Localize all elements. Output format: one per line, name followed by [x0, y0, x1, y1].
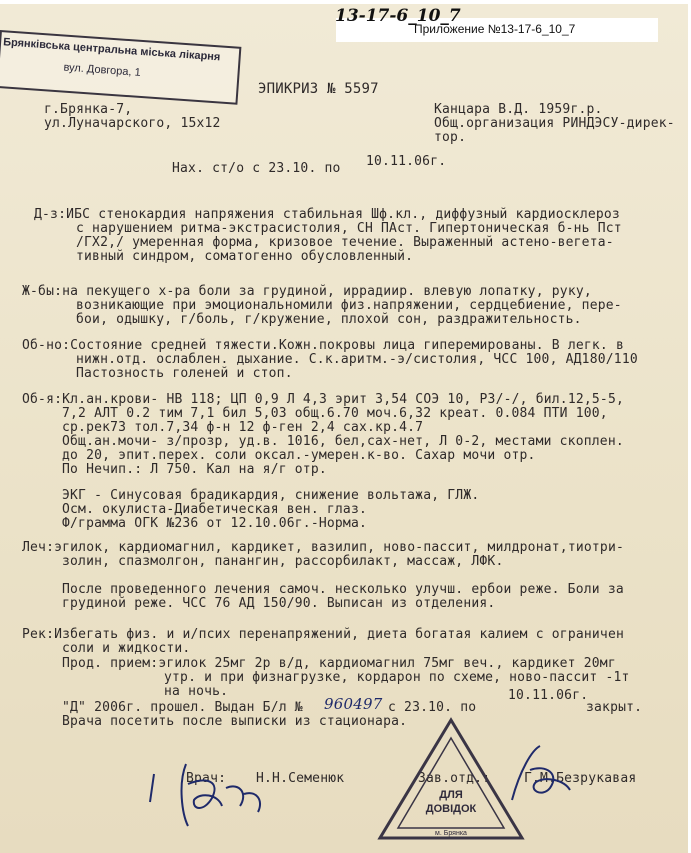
address-line-1: г.Брянка-7,: [44, 102, 133, 117]
text-line: грудиной реже. ЧСС 76 АД 150/90. Выписан из отделения.: [62, 596, 496, 611]
text-line: бои, одышку, г/боль, г/кружение, плохой сон, раздражительность.: [76, 312, 582, 327]
patient-position: тор.: [434, 130, 467, 145]
text-line: до 20, эпит.перех. соли оксал.-умерен.к-во. Сахар мочи отр.: [62, 448, 536, 463]
stay-period: Нах. ст/о с 23.10. по: [172, 161, 341, 176]
sicklist-end-date: 10.11.06г.: [508, 688, 589, 703]
text-line: возникающие при эмоциональномили физ.напряжении, сердцебиение, пере-: [76, 298, 622, 313]
text-line: Рек:Избегать физ. и и/псих перенапряжений, диета богатая калием с ограничен: [22, 627, 624, 642]
text-line: Леч:эгилок, кардиомагнил, кардикет, вазилип, ново-пассит, милдронат,тиотри-: [22, 540, 624, 555]
text-line: Ж-бы:на пекущего х-ра боли за грудиной, иррадиир. влевую лопатку, руку,: [22, 284, 592, 299]
text-line: Пастозность голеней и стоп.: [76, 366, 293, 381]
text-line: ЭКГ - Синусовая брадикардия, снижение вольтажа, ГЛЖ.: [62, 488, 480, 503]
doctor-name: Н.Н.Семенюк: [256, 771, 345, 786]
text-line: соли и жидкости.: [62, 641, 191, 656]
text-line: нижн.отд. ослаблен. дыхание. С.к.аритм.-э/систолия, ЧСС 100, АД180/110: [76, 352, 638, 367]
text-line: Прод. прием:эгилок 25мг 2р в/д, кардиомагнил 75мг веч., кардикет 20мг: [62, 656, 616, 671]
text-line: на ночь.: [164, 684, 229, 699]
document-title: ЭПИКРИЗ № 5597: [258, 81, 379, 97]
text-line: Общ.ан.мочи- з/прозр, уд.в. 1016, бел,сах-нет, Л 0-2, местами скоплен.: [62, 434, 624, 449]
appendix-label: Приложение №13-17-6_10_7: [414, 22, 576, 36]
triangle-stamp-line2: ДОВІДОК: [425, 803, 477, 815]
patient-organization: Общ.организация РИНДЭСУ-дирек-: [434, 116, 675, 131]
text-line: Осм. окулиста-Диабетическая вен. глаз.: [62, 502, 368, 517]
sicklist-number: 960497: [324, 695, 383, 713]
text-line: По Нечип.: Л 750. Кал на я/г отр.: [62, 462, 327, 477]
stamp-address: вул. Довгора, 1: [63, 61, 142, 79]
text-line: 7,2 АЛТ 0.2 тим 7,1 бил 5,03 общ.6.70 моч.6,32 креат. 0.084 ПТИ 100,: [62, 406, 608, 421]
sicklist-from: с 23.10. по: [388, 700, 477, 715]
patient-name: Канцара В.Д. 1959г.р.: [434, 102, 603, 117]
text-line: Ф/грамма ОГК №236 от 12.10.06г.-Норма.: [62, 516, 368, 531]
triangle-stamp-line3: м. Брянка: [435, 830, 467, 837]
text-line: Об-я:Кл.ан.крови- НВ 118; ЦП 0,9 Л 4,3 эрит 3,54 СОЭ 10, Р3/-/, бил.12,5-5,: [22, 392, 624, 407]
text-line: утр. и при физнагрузке, кордарон по схеме, ново-пассит -1т: [164, 670, 630, 685]
triangle-stamp: [376, 716, 526, 844]
text-line: золин, спазмолгон, панангин, рассорбилакт, массаж, ЛФК.: [62, 554, 504, 569]
document-code: 13-17-6_10_7: [335, 6, 461, 26]
doctor-label: Врач:: [186, 771, 227, 786]
hospital-stamp: [0, 30, 241, 105]
text-line: тивный синдром, соматогенно обусловленный.: [76, 249, 414, 264]
triangle-stamp-line1: ДЛЯ: [439, 789, 463, 801]
text-line: Об-но:Состояние средней тяжести.Кожн.покровы лица гиперемированы. В легк. в: [22, 338, 624, 353]
text-line: /ГХ2,/ умеренная форма, кризовое течение. Выраженный астено-вегета-: [76, 235, 614, 250]
doctor-signature-icon: [148, 754, 268, 834]
head-label: Зав.отд.:: [418, 771, 491, 786]
visit-note: Врача посетить после выписки из стационара.: [62, 714, 408, 729]
sicklist-closed: закрыт.: [586, 700, 643, 715]
address-line-2: ул.Луначарского, 15х12: [44, 116, 221, 131]
text-line: После проведенного лечения самоч. несколько улучш. ербои реже. Боли за: [62, 582, 624, 597]
text-line: с нарушением ритма-экстрасистолия, СН ПАст. Гипертоническая б-нь Пст: [76, 221, 622, 236]
head-name: Г.М.Безрукавая: [524, 771, 637, 786]
text-line: Д-з:ИБС стенокардия напряжения стабильная Шф.кл., диффузный кардиосклероз: [34, 207, 620, 222]
sicklist-prefix: "Д" 2006г. прошел. Выдан Б/л №: [62, 700, 303, 715]
top-edge: [0, 0, 691, 4]
stay-end-date: 10.11.06г.: [366, 154, 447, 169]
stamp-hospital-name: Брянківська центральна міська лікарня: [2, 36, 221, 64]
text-line: ср.рек73 тол.7,34 ф-н 12 ф-ген 2,4 сах.кр.4.7: [62, 420, 424, 435]
